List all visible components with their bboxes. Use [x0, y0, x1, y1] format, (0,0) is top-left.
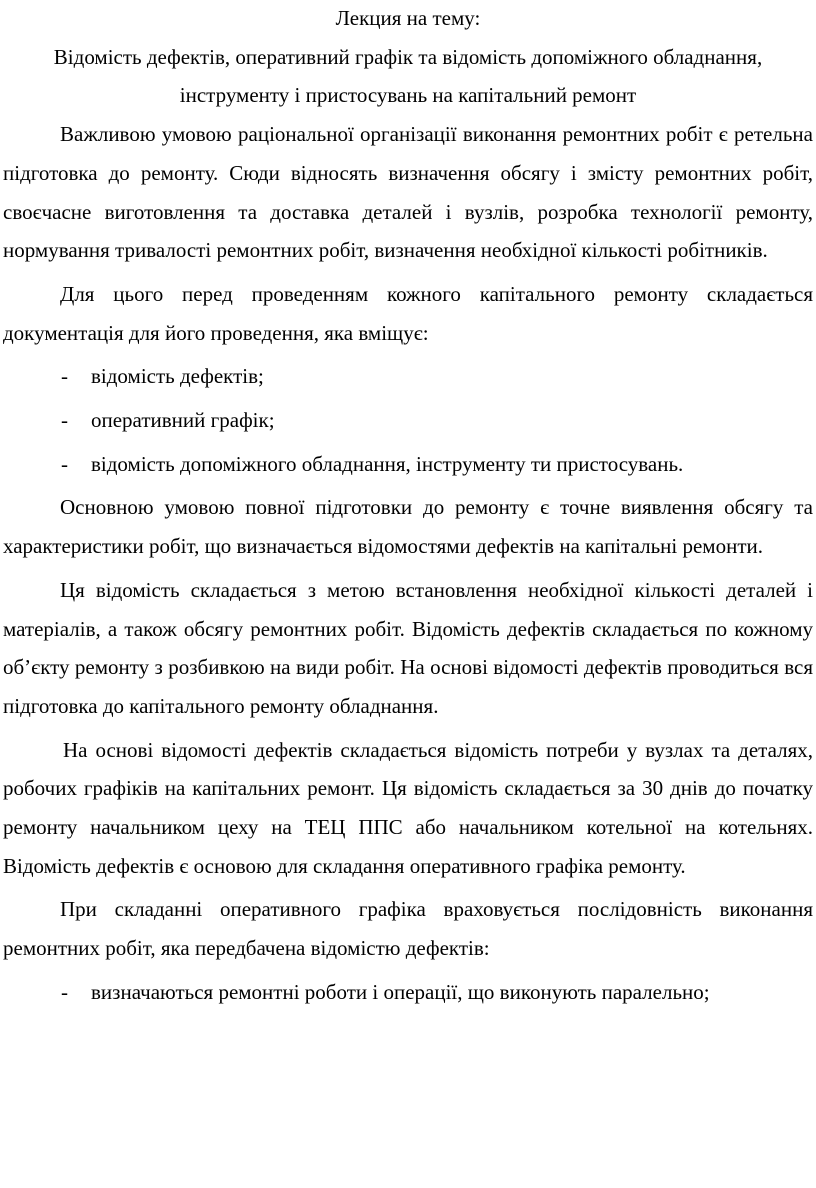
bullet-dash: -	[61, 451, 68, 476]
paragraph-2: Для цього перед проведенням кожного капітального ремонту складається документація для його проведення, яка вміщує:	[3, 281, 813, 345]
bullet-dash: -	[61, 408, 68, 433]
list-item-text: відомість допоміжного обладнання, інструменту ти пристосувань.	[91, 451, 684, 476]
list-item-schedule	[3, 401, 813, 440]
paragraph-4: Ця відомість складається з метою встановлення необхідної кількості деталей і матеріалів, а також обсягу ремонтних робіт. Відомість дефектів складається по кожному об’єкту ремонту з розбивкою на види робіт. На основі відомості дефектів проводиться вся підготовка до капітального ремонту обладнання.	[3, 577, 813, 718]
lecture-title: Відомість дефектів, оперативний графік та відомість допоміжного обладнання, інструменту і пристосувань на капітальний ремонт	[53, 44, 763, 108]
bullet-dash: -	[61, 364, 68, 389]
bullet-dash: -	[61, 979, 68, 1004]
paragraph-3: Основною умовою повної підготовки до ремонту є точне виявлення обсягу та характеристики робіт, що визначається відомостями дефектів на капітальні ремонти.	[3, 495, 813, 559]
lecture-heading: Лекция на тему:	[335, 6, 481, 30]
list-item-defects	[3, 357, 813, 396]
list-item-equipment	[3, 445, 813, 484]
list-item-text: відомість дефектів;	[91, 364, 264, 389]
list-item-text: оперативний графік;	[91, 408, 275, 433]
paragraph-6: При складанні оперативного графіка враховується послідовність виконання ремонтних робіт, яка передбачена відомістю дефектів:	[3, 897, 813, 961]
paragraph-1: Важливою умовою раціональної організації виконання ремонтних робіт є ретельна підготовка до ремонту. Сюди відносять визначення обсягу і змісту ремонтних робіт, своєчасне виготовлення та доставка деталей і вузлів, розробка технології ремонту, нормування тривалості ремонтних робіт, визначення необхідної кількості робітників.	[3, 122, 813, 263]
paragraph-5: На основі відомості дефектів складається відомість потреби у вузлах та деталях, робочих графіків на капітальних ремонт. Ця відомість складається за 30 днів до початку ремонту начальником цеху на ТЕЦ ППС або начальником котельної на котельнях. Відомість дефектів є основою для складання оперативного графіка ремонту.	[3, 737, 813, 878]
list-item-text: визначаються ремонтні роботи і операції, що виконують паралельно;	[91, 979, 710, 1004]
list-item-parallel	[3, 973, 813, 1012]
